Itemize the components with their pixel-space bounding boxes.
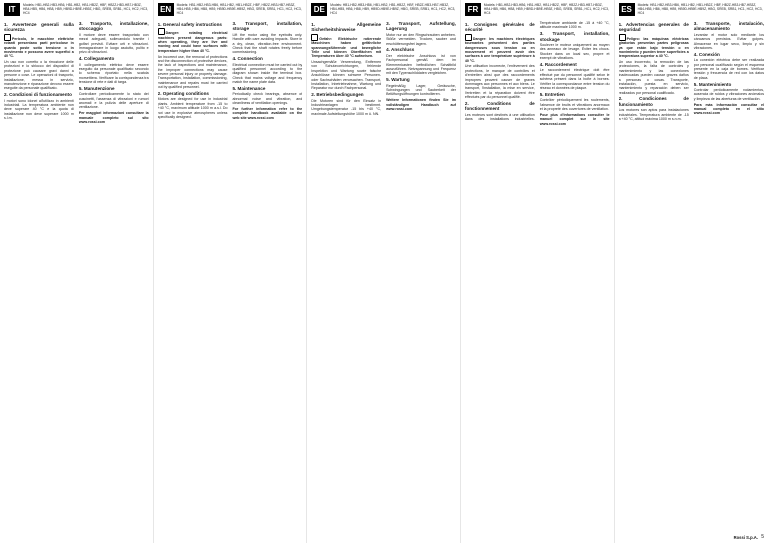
paragraph: Motors are designed for use in industrial plants. Ambient temperature from -15 to +40 °C, maximum altitude 1000 m a.s.l. Do not use in explosive atmospheres unless specifically designed. [157,97,228,119]
page-number: 5 [761,534,764,540]
footer-note: For further information refer to the complete handbook available on the web site www.rossi.com [232,106,303,120]
column-body [4,21,149,536]
paragraph: Un uso incorrecto, la remoción de las protecciones, la falta de controles y mantenimiento y las conexiones inadecuadas pueden causar graves daños a personas o cosas. Transporte, instalación, puesta en servicio, mantenimiento y reparación deben ser realizados por personal cualificado. [618,60,689,95]
column-it [0,0,154,543]
paragraph: Electrical connection must be carried out by qualified personnel according to the diagram shown inside the terminal box. Check that mains voltage and frequency match the name plate data. [232,62,303,84]
section-title: 4. Anschluss [386,47,415,53]
section-title: 2. Condiciones de funcionamiento [618,96,689,107]
column-es [615,0,768,543]
section-title: 2. Operating conditions [157,91,209,97]
section-title: 3. Transport, installation, storage [232,21,303,32]
warning-icon [465,34,472,41]
section-title: 5. Entretien [539,91,565,97]
column-de [307,0,461,543]
section-title: 3. Trasporto, installazione, stoccaggio [78,21,149,32]
models-line: Models: HB1-HB2-HB3-HB6, HB1-HB2, HB1-HB2Z, HBF, HB2Z-HB3-HB7-HB3Z, HB4-HB5, HB6, HB8, HB9, HB9D-HB9E-HB9Z, HBG, SREB, SRB1, HC1, HC2, HC3, HC4 [330,3,456,15]
footer-note: Pour plus d'informations consulter le manuel complet sur le site www.rossi.com [539,112,610,126]
paragraph: Der elektrische Anschluss ist von Fachpersonal gemäß dem im Klemmenkasten befindlichen Schaltbild auszuführen. Netzspannung und Frequenz mit den Typenschilddaten vergleichen. [386,53,456,76]
column-header [311,3,456,19]
column-fr [461,0,615,543]
warning-text: Pericolo, le macchine elettriche rotanti presentano parti pericolose in quanto poste sotto tensione o in movimento e possono avere superfici a 40 °C. [4,34,74,59]
column-header [4,3,149,19]
paragraph: Un uso non corretto o la rimozione delle protezioni e lo sblocco dei dispositivi di protezione può causare gravi danni a persone o cose. Le operazioni di trasporto, installazione, messa in servizio, manutenzione e riparazione devono essere eseguite da personale qualificato. [4,60,74,91]
paragraph: La conexión eléctrica debe ser realizada por personal cualificado según el esquema presente en la caja de bornes. Verificar tensión y frecuencia de red con los datos de placa. [693,58,764,80]
section-title: 3. Transport, installation, stockage [539,31,610,42]
language-badge: DE [311,3,327,16]
warning-text: Danger: les machines électriques tournantes présentent des parties dangereuses sous tension ou en mouvement et peuvent avoir des surfaces à une température supérieure à 40 °C. [465,34,535,63]
column-body [465,21,610,536]
paragraph: Los motores son aptos para instalaciones industriales. Temperatura ambiente de -15 a +40 °C, altitud máxima 1000 m s.n.m. [618,108,689,121]
models-line: Models: HB1-HB2-HB3-HB6, HB1-HB2, HB1-HB2Z, HBF, HB2Z-HB3-HB7-HB3Z, HB4-HB5, HB6, HB8, HB9, HB9D-HB9E-HB9Z, HBG, SREB, SRB1, HC1, HC2, HC3, HC4 [23,3,148,15]
section-title: 1. Consignes générales de sécurité [464,22,535,33]
warning-text: Gefahr: Elektrische rotierende Maschinen haben gefährliche spannungsführende und bewegliche Teile und können Oberflächen mit Temperaturen über 40 °C aufweisen. [311,34,381,59]
column-en [154,0,308,543]
footer-note: Per maggiori informazioni consultare la manuale completo sul sito www.rossi.com [78,111,149,124]
section-title: 2. Condizioni di funzionamento [4,92,72,98]
paragraph: Die Motoren sind für den Einsatz in Industrieanlagen bestimmt. Umgebungstemperatur -15 bis +40 °C, maximale Aufstellungshöhe 1000 m ü. NN. [311,98,382,116]
warning-icon [4,34,11,41]
warning-icon [619,34,626,41]
models-line: Models: HB1-HB2-HB3-HB6, HB1-HB2, HB1-HB2Z, HBF, HB2Z-HB3-HB7-HB3Z, HB4-HB5, HB6, HB8, HB9, HB9D-HB9E-HB9Z, HBG, SREB, SRB1, HC1, HC2, HC3, HC4 [483,3,609,15]
models-line: Models: HB1-HB2-HB3-HB6, HB1-HB2, HB1-HB2Z, HBF, HB2Z-HB3-HB7-HB3Z, HB4-HB5, HB6, HB8, HB9, HB9D-HB9E-HB9Z, HBG, SREB, SRB1, HC1, HC2, HC3, HC4 [176,3,302,15]
paragraph: Contrôler périodiquement les roulements, l'absence de bruits et vibrations anormaux et la propreté des ouvertures de ventilation. [539,98,610,111]
warning-icon [158,28,165,35]
section-title: 4. Conexión [693,51,720,57]
section-title: 4. Collegamento [78,56,115,62]
warning-text: Peligro: las máquinas eléctricas giratorias presentan partes peligrosas ya que están bajo tensión o en movimiento y pueden tener superficies a temperatura superior a 40 °C. [619,34,689,59]
paragraph: Unsachgemäße Verwendung, Entfernen von Schutzvorrichtungen, fehlende Inspektion und Wartung sowie falsche Anschlüsse können schwere Personen- oder Sachschäden verursachen. Transport, Installation, Inbetriebnahme, Wartung und Reparatur nur durch Fachpersonal. [311,60,382,91]
paragraph: Controllare periodicamente lo stato dei cuscinetti, l'assenza di vibrazioni e rumori anomali e la pulizia delle aperture di ventilazione. [78,92,149,110]
paragraph: Lift the motor using the eyebolts only. Handle with care avoiding impacts. Store in a dry, clean, vibration-free environment. Check that the shaft rotates freely before commissioning. [232,32,303,55]
warning-text: Danger: rotating electrical machines present dangerous parts: when operating, they are live and moving and could have surfaces with temperature higher than 40 °C. [158,28,228,53]
section-title: 3. Transporte, instalación, almacenamiento [693,21,764,32]
paragraph: Les moteurs sont destinés à une utilisation dans des installations industrielles. Température ambiante de -15 à +40 °C, altitude maximale 1000 m. [464,21,610,121]
brand-logo: Rossi S.p.A. [733,535,758,540]
paragraph: Il motore deve essere trasportato con mezzi adeguati, sollevandolo tramite i golfari previsti. Evitare urti e vibrazioni. Immagazzinare in luogo asciutto, pulito e privo di vibrazioni. [78,32,149,55]
section-title: 5. Maintenance [232,85,266,91]
language-badge: IT [4,3,20,16]
paragraph: Soulever le moteur uniquement au moyen des anneaux de levage. Éviter les chocs. Stocker dans un local sec, propre et exempt de vibrations. [539,43,610,61]
language-badge: ES [619,3,635,16]
section-title: 5. Manutenzione [78,85,115,91]
language-badge: FR [465,3,481,16]
section-title: 4. Connection [232,56,263,62]
paragraph: Periodically check bearings, absence of abnormal noise and vibration, and cleanliness of ventilation openings. [232,92,303,105]
section-title: 3. Transport, Aufstellung, Lagerung [386,21,456,32]
section-title: 5. Wartung [386,77,410,83]
footer-note: Weitere Informationen finden Sie im vollständigen Handbuch auf www.rossi.com [386,98,456,111]
models-line: Models: HB1-HB2-HB3-HB6, HB1-HB2, HB1-HB2Z, HBF, HB2Z-HB3-HB7-HB3Z, HB4-HB5, HB6, HB8, HB9, HB9D-HB9E-HB9Z, HBG, SREB, SRB1, HC1, HC2, HC3, HC4 [637,3,763,15]
paragraph: Le raccordement électrique doit être effectué par du personnel qualifié selon le schéma présent dans la boîte à bornes. Vérifier la correspondance entre tension du réseau et données de plaque. [539,68,610,90]
section-title: 1. Advertencias generales de seguridad [618,22,689,33]
paragraph: Levantar el motor solo mediante los cáncamos previstos. Evitar golpes. Almacenar en lugar seco, limpio y sin vibraciones. [693,32,764,50]
column-body [619,21,764,536]
section-title: 1. Avvertenze generali sulla sicurezza [4,22,74,33]
paragraph: Regelmäßig Lager, Geräusche, Schwingungen und Sauberkeit der Belüftungsöffnungen kontrollieren. [386,83,456,97]
warning-icon [311,34,318,41]
paragraph: I motori sono idonei all'utilizzo in ambienti industriali. La temperatura ambiente non deve superare 40 °C e la quota di installazione non deve superare 1000 m s.l.m. [4,98,74,120]
paragraph: An incorrect use, the removal of protections and the disconnection of protective devices, the lack of inspections and maintenance, the improper connections may cause severe personal injury or property damage. Transportation, installation, commissioning, maintenance and repairs must be carried out by qualified personnel. [157,54,228,90]
section-title: 1. Allgemeine Sicherheitshinweise [311,22,382,33]
column-header [158,3,303,19]
column-body [311,21,456,536]
language-badge: EN [158,3,174,16]
section-title: 1. General safety instructions [157,22,222,27]
paragraph: Il collegamento elettrico deve essere eseguito da personale qualificato secondo lo schema riportato nella scatola morsettiera. Verificare la corrispondenza tra tensione di rete e dati di targa. [78,62,149,84]
paragraph: Motor nur an den Ringschrauben anheben. Stöße vermeiden. Trocken, sauber und erschütterungsfrei lagern. [386,32,456,46]
section-title: 5. Mantenimiento [693,81,732,87]
footer-note: Para más información consultar el manual completo en el sitio www.rossi.com [693,102,764,116]
column-body [158,21,303,536]
section-title: 2. Betriebsbedingungen [311,92,364,98]
column-header [465,3,610,19]
section-title: 2. Conditions de fonctionnement [464,100,535,112]
paragraph: Une utilisation incorrecte, l'enlèvement des protections, le manque de contrôles et d'entretien ainsi que des raccordements impropres peuvent causer de graves dommages aux personnes et aux biens. Le transport, l'installation, la mise en service, l'entretien et la réparation doivent être effectués par du personnel qualifié. [464,64,535,99]
paragraph: Controlar periódicamente rodamientos, ausencia de ruidos y vibraciones anómalos y limpieza de las aberturas de ventilación. [693,87,764,101]
section-title: 4. Raccordement [539,62,577,68]
column-header [619,3,764,19]
